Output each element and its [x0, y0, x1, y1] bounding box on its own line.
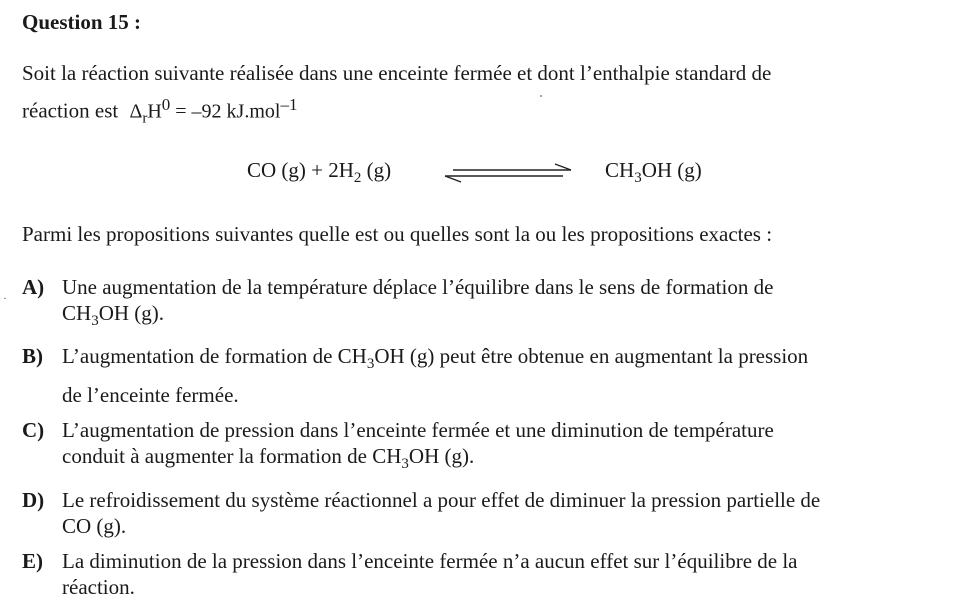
option-letter: D): [22, 487, 45, 512]
formula-sub: 3: [91, 313, 99, 330]
text-part: OH (g).: [408, 444, 475, 469]
option-text-line: Une augmentation de la température déplace l’équilibre dans le sens de formation de: [62, 275, 774, 299]
equation-reactants: [247, 158, 391, 187]
answer-options: [22, 274, 962, 609]
delta-h: H: [147, 100, 162, 123]
product-end: OH (g): [641, 158, 702, 182]
formula-part: OH (g).: [98, 301, 165, 325]
reactant-end: (g): [361, 158, 392, 182]
option-text-line: La diminution de la pression dans l’enceinte fermée n’a aucun effet sur l’équilibre de la: [62, 548, 798, 573]
question-title: Question 15 :: [22, 10, 142, 34]
text-part: OH (g) peut être obtenue en augmentant la pression: [374, 344, 809, 369]
option-letter: B): [22, 344, 43, 369]
unit-exponent: –1: [280, 95, 298, 114]
formula-sub: 3: [366, 356, 375, 373]
intro-line-2-text: réaction est: [22, 98, 119, 123]
equation-products: [605, 158, 702, 187]
formula-sub: 3: [401, 456, 409, 473]
option-text-line: L’augmentation de pression dans l’enceinte fermée et une diminution de température: [62, 418, 774, 443]
option-b[interactable]: [22, 343, 962, 408]
enthalpy-expression: [129, 89, 297, 135]
reactant-sub: 2: [353, 170, 362, 187]
equilibrium-arrow-icon: [443, 163, 575, 183]
delta-sup: 0: [161, 95, 171, 114]
question-prompt: Parmi les propositions suivantes quelle est ou quelles sont la ou les propositions exactes :: [22, 222, 773, 246]
intro-line-2: [22, 89, 952, 135]
option-letter: E): [22, 548, 43, 573]
option-d[interactable]: [22, 487, 962, 539]
option-text-line: [62, 300, 962, 334]
option-text-line: [62, 443, 962, 477]
text-part: conduit à augmenter la formation de CH: [62, 444, 402, 469]
option-c[interactable]: [22, 417, 962, 477]
question-intro: [22, 58, 952, 135]
option-text-line: de l’enceinte fermée.: [62, 383, 239, 408]
option-letter: A): [22, 275, 45, 299]
option-text-line: réaction.: [62, 574, 135, 599]
product-text: CH: [605, 158, 635, 182]
margin-mark: ·: [3, 291, 7, 305]
option-text-line: Le refroidissement du système réactionnel a pour effet de diminuer la pression partielle de: [62, 487, 821, 512]
product-sub: 3: [634, 170, 642, 187]
reactant-text: CO (g) + 2H: [247, 158, 354, 182]
option-a[interactable]: [22, 274, 962, 334]
option-letter: C): [22, 418, 45, 443]
formula-part: CH: [62, 301, 92, 325]
reaction-equation: [247, 158, 767, 192]
delta-sub: r: [142, 110, 148, 127]
option-text-line: CO (g).: [62, 513, 127, 538]
speck-dot: [540, 95, 542, 97]
intro-line-1: Soit la réaction suivante réalisée dans une enceinte fermée et dont l’enthalpie standard de: [22, 61, 772, 85]
delta-symbol: Δ: [129, 100, 143, 123]
text-part: L’augmentation de formation de CH: [62, 344, 367, 369]
option-text-line: [62, 343, 962, 377]
delta-value: = –92 kJ.mol: [170, 100, 281, 123]
option-e[interactable]: [22, 548, 962, 600]
